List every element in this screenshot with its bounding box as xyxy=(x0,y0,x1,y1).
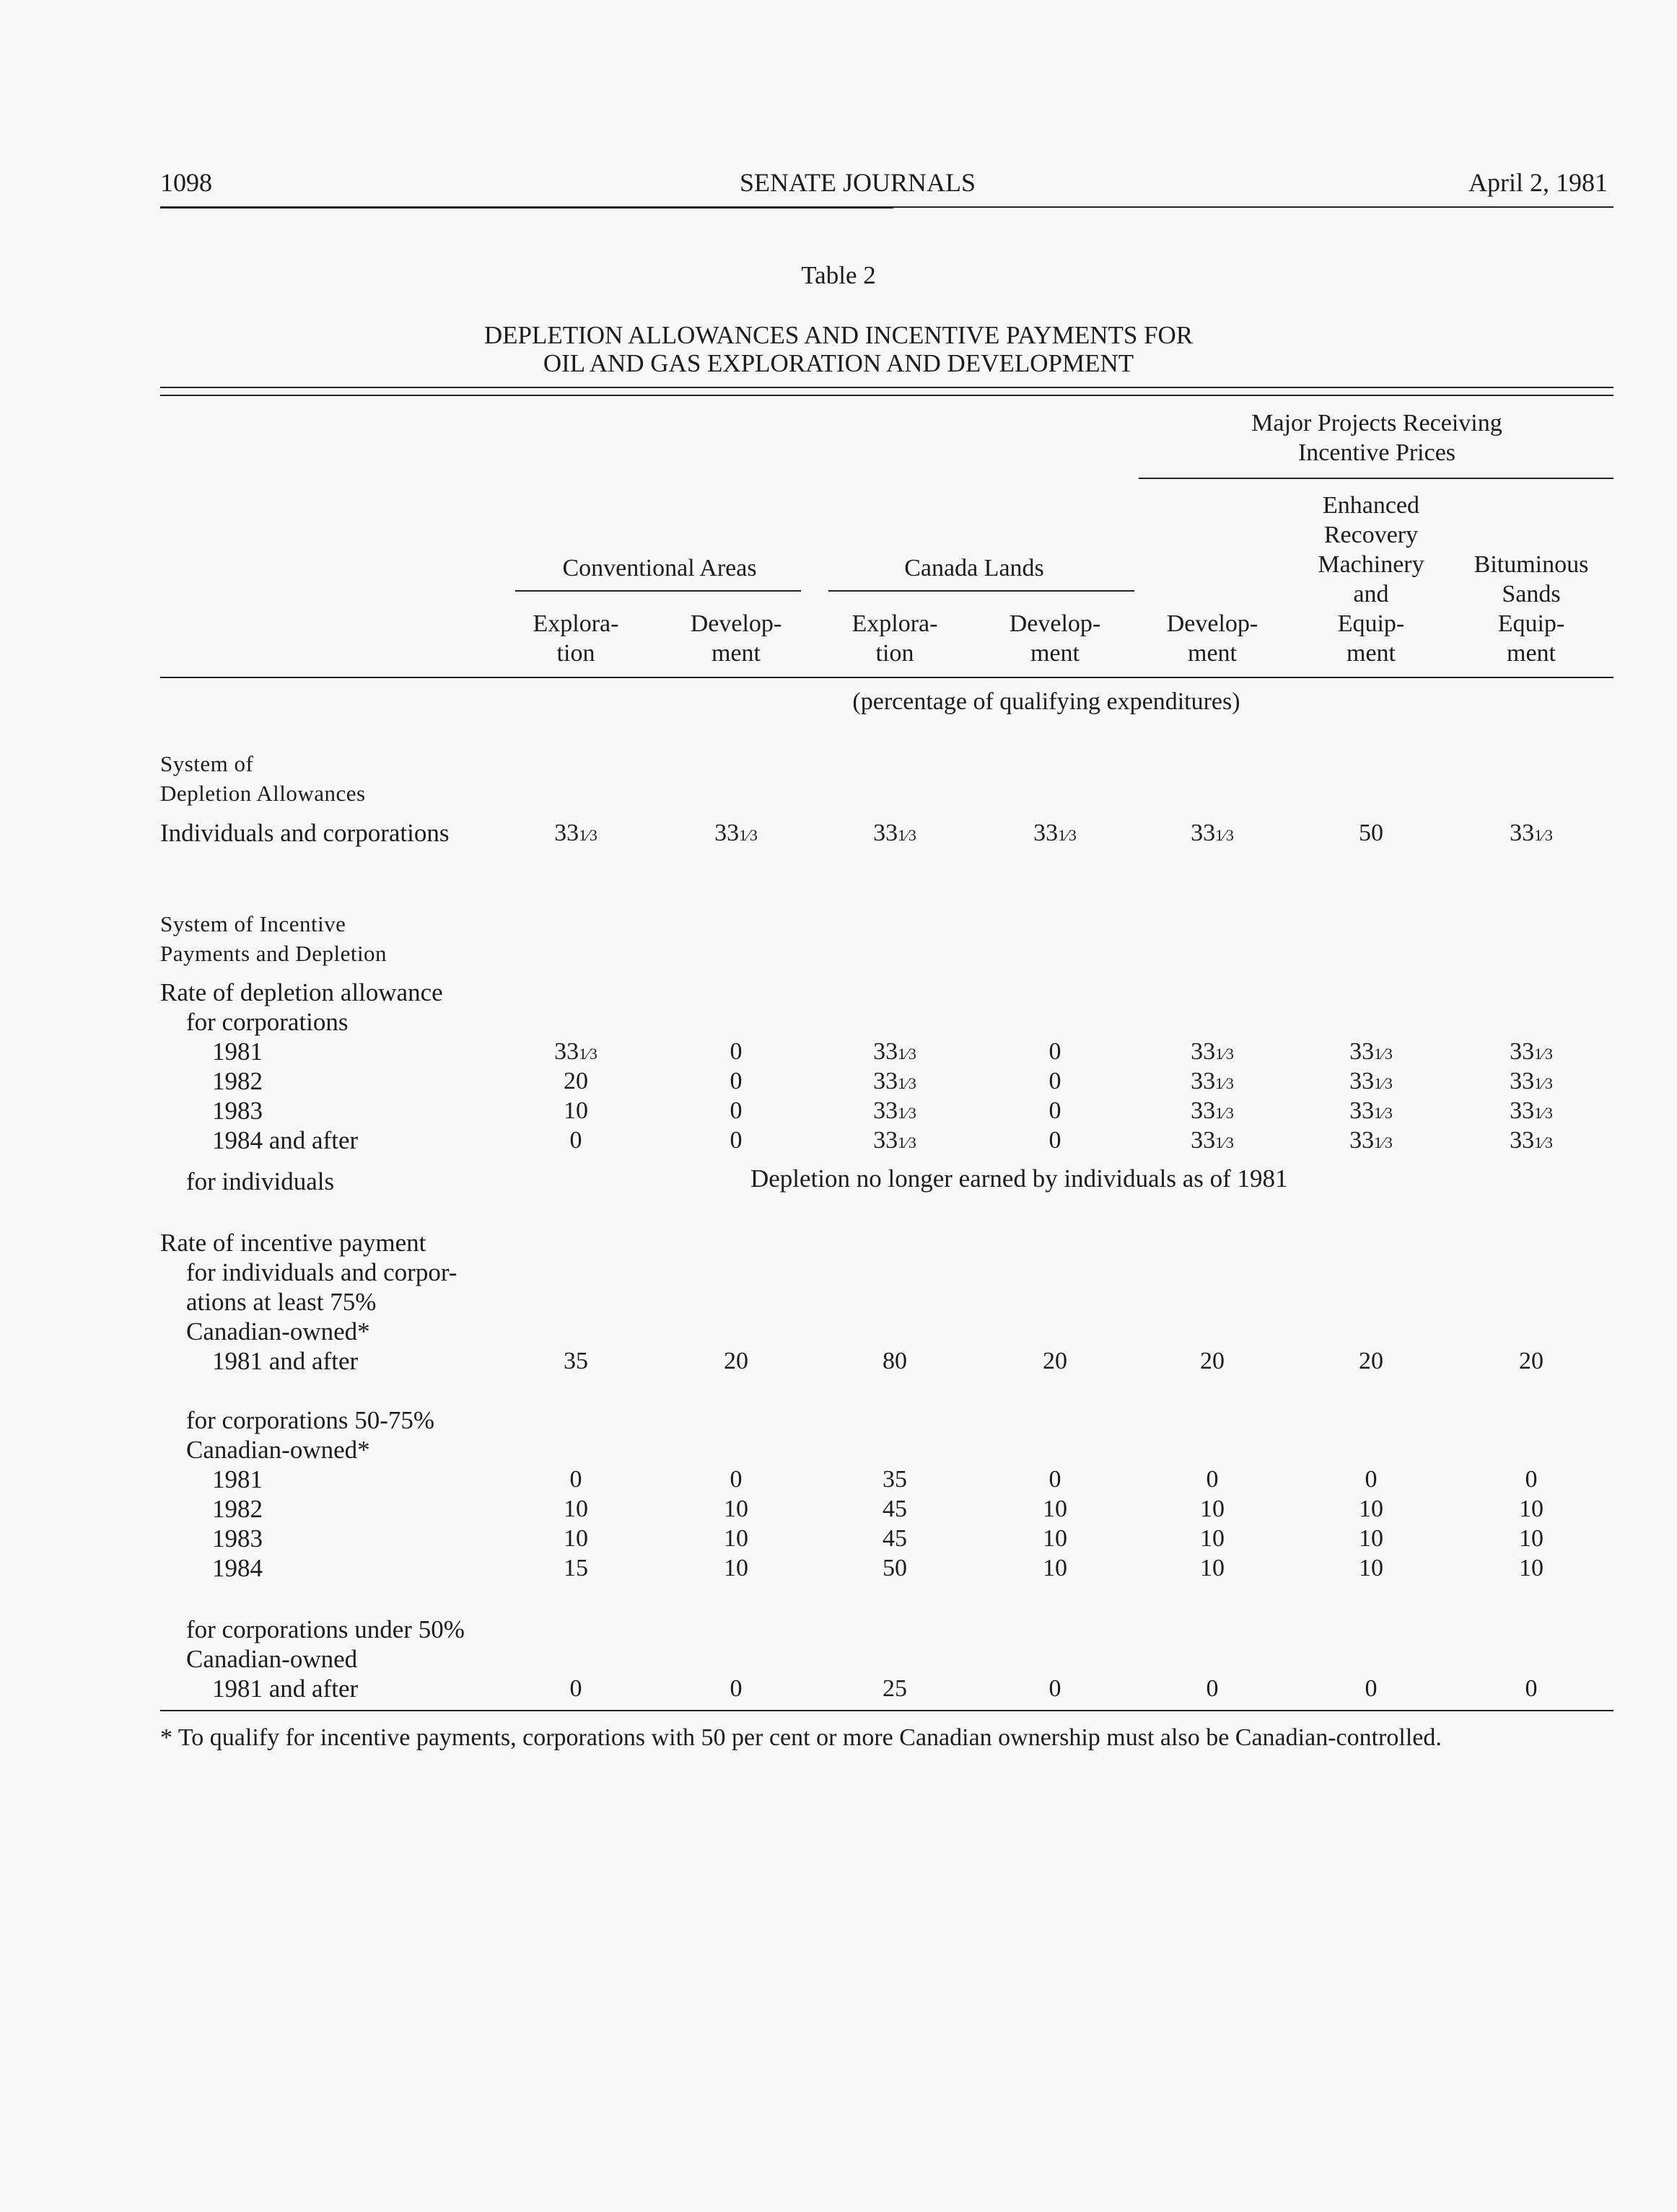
value-integer: 33 xyxy=(1349,1097,1375,1124)
value-integer: 33 xyxy=(1349,1068,1375,1094)
value-fraction: 1⁄3 xyxy=(898,1074,916,1092)
value-integer: 33 xyxy=(873,1068,898,1094)
value-fraction: 1⁄3 xyxy=(739,826,758,844)
year-row-cell: 35 xyxy=(883,1466,907,1493)
year-row-cell: 10 xyxy=(564,1496,588,1522)
col-header-line: Develop- xyxy=(1009,610,1101,637)
year-row-cell: 0 xyxy=(1365,1466,1378,1493)
year-row-cell: 10 xyxy=(1519,1496,1544,1522)
year-row-cell: 50 xyxy=(883,1555,907,1581)
year-row-cell: 0 xyxy=(1048,1038,1061,1065)
col-enhanced-recovery xyxy=(1299,491,1443,668)
value-integer: 33 xyxy=(1510,1038,1535,1065)
col-header-line: Develop- xyxy=(1166,610,1258,637)
year-row-cell: 0 xyxy=(1525,1675,1538,1702)
value-fraction: 1⁄3 xyxy=(898,826,916,844)
year-row-cell: 45 xyxy=(883,1525,907,1552)
major-projects-rule xyxy=(1139,478,1613,479)
corps-50-75-label xyxy=(186,1405,434,1465)
table-top-rule xyxy=(160,387,1613,388)
depletion-note: Depletion no longer earned by individuals as of 1981 xyxy=(750,1164,1288,1193)
year-row-cell: 10 xyxy=(1043,1525,1067,1552)
label-line: for corporations under 50% xyxy=(186,1615,465,1643)
col-header-line: Machinery xyxy=(1318,551,1424,578)
year-row-cell xyxy=(1155,1096,1270,1128)
year-row-cell: 0 xyxy=(1048,1675,1061,1702)
year-row-cell xyxy=(1155,1125,1270,1157)
year-row-cell xyxy=(1313,1125,1429,1157)
value-integer: 33 xyxy=(1510,1127,1535,1154)
year-row-cell: 0 xyxy=(730,1068,743,1094)
value-integer: 33 xyxy=(1349,1038,1375,1065)
year-row-cell xyxy=(837,1066,953,1098)
col-header-line: Equip- xyxy=(1497,610,1565,637)
year-row-cell: 80 xyxy=(883,1348,907,1374)
value-fraction: 1⁄3 xyxy=(1534,826,1553,844)
table-title-line-1: DEPLETION ALLOWANCES AND INCENTIVE PAYMENTS FOR xyxy=(483,321,1194,349)
year-label: 1984 and after xyxy=(212,1126,359,1154)
value-fraction: 1⁄3 xyxy=(1534,1074,1553,1092)
table-title-line-2: OIL AND GAS EXPLORATION AND DEVELOPMENT xyxy=(543,349,1134,377)
value-integer: 33 xyxy=(1191,1038,1216,1065)
value-integer: 33 xyxy=(873,1127,898,1154)
year-label: 1981 xyxy=(212,1465,263,1493)
individuals-corporations-cell xyxy=(837,818,953,850)
year-row-cell: 0 xyxy=(730,1097,743,1124)
canada-lands-header: Canada Lands xyxy=(904,555,1044,581)
value-integer: 33 xyxy=(1191,1127,1216,1154)
year-row-cell: 15 xyxy=(564,1555,588,1581)
individuals-corporations-cell xyxy=(518,818,634,850)
col-canada-exploration xyxy=(837,609,953,668)
row-label-individuals-corporations: Individuals and corporations xyxy=(160,819,450,847)
col-header-line: ment xyxy=(1030,640,1080,667)
year-label: 1981 xyxy=(212,1037,263,1066)
year-row-cell: 0 xyxy=(1206,1466,1219,1493)
value-fraction: 1⁄3 xyxy=(579,826,597,844)
year-row-cell: 0 xyxy=(569,1675,582,1702)
year-row-cell: 20 xyxy=(1359,1348,1383,1374)
col-header-line: Bituminous xyxy=(1474,551,1589,578)
page-date: April 2, 1981 xyxy=(1468,168,1608,197)
col-major-development xyxy=(1155,609,1270,668)
value-integer: 33 xyxy=(873,1097,898,1124)
value-fraction: 1⁄3 xyxy=(1215,1104,1234,1122)
value-fraction: 1⁄3 xyxy=(1215,1074,1234,1092)
year-row-cell: 10 xyxy=(1519,1525,1544,1552)
col-header-line: Sands xyxy=(1502,581,1561,607)
rate-depletion-label xyxy=(160,978,443,1037)
value-fraction: 1⁄3 xyxy=(1215,1133,1234,1151)
year-row-cell: 20 xyxy=(724,1348,748,1374)
label-line: for corporations 50-75% xyxy=(186,1406,435,1434)
year-row-cell: 0 xyxy=(569,1466,582,1493)
value-integer: 33 xyxy=(1510,1097,1535,1124)
label-line: for corporations xyxy=(186,1008,349,1036)
value-fraction: 1⁄3 xyxy=(1058,826,1077,844)
value-fraction: 1⁄3 xyxy=(1534,1104,1553,1122)
section-line: Payments and Depletion xyxy=(160,941,387,966)
label-line: Rate of incentive payment xyxy=(160,1229,426,1257)
year-row-cell: 20 xyxy=(564,1068,588,1094)
label-line: Canadian-owned xyxy=(186,1645,358,1673)
major-projects-line-1: Major Projects Receiving xyxy=(1251,410,1502,436)
year-row-cell xyxy=(1313,1037,1429,1068)
label-line: Canadian-owned* xyxy=(186,1436,370,1464)
label-line: Rate of depletion allowance xyxy=(160,978,443,1006)
year-row-cell xyxy=(1474,1125,1589,1157)
conventional-areas-rule xyxy=(515,590,801,592)
major-projects-group-header xyxy=(1140,408,1613,468)
individuals-corporations-cell: 50 xyxy=(1359,820,1383,846)
table-bottom-rule xyxy=(160,1710,1613,1711)
col-header-line: ment xyxy=(1347,640,1396,667)
year-row-cell: 0 xyxy=(1048,1068,1061,1094)
individuals-corporations-cell xyxy=(1155,818,1270,850)
year-row-cell: 10 xyxy=(1359,1525,1383,1552)
year-row-cell xyxy=(1155,1037,1270,1068)
year-label: 1983 xyxy=(212,1524,263,1553)
year-label: 1983 xyxy=(212,1097,263,1125)
year-row-cell: 10 xyxy=(1200,1496,1225,1522)
individuals-corporations-cell xyxy=(1474,818,1589,850)
year-row-cell: 10 xyxy=(724,1496,748,1522)
year-row-cell: 10 xyxy=(564,1097,588,1124)
table-top-rule-2 xyxy=(160,395,1613,396)
corps-under-50-label xyxy=(186,1615,465,1674)
year-label: 1982 xyxy=(212,1067,263,1095)
value-fraction: 1⁄3 xyxy=(579,1045,597,1063)
year-row-cell xyxy=(518,1037,634,1068)
year-row-cell: 0 xyxy=(730,1675,743,1702)
rate-incentive-label xyxy=(160,1228,457,1346)
year-row-cell: 20 xyxy=(1519,1348,1544,1374)
col-header-line: ment xyxy=(1188,640,1237,667)
value-integer: 33 xyxy=(1191,1097,1216,1124)
year-row-cell: 10 xyxy=(1043,1496,1067,1522)
value-integer: 33 xyxy=(1033,820,1059,846)
value-fraction: 1⁄3 xyxy=(1534,1133,1553,1151)
rate-incentive-years xyxy=(212,1346,358,1376)
col-header-line: and xyxy=(1353,581,1389,607)
footnote: * To qualify for incentive payments, corporations with 50 per cent or more Canadian ownership must also be Canadian-controlled. xyxy=(160,1724,1442,1751)
col-header-line: tion xyxy=(556,640,595,667)
value-fraction: 1⁄3 xyxy=(1215,1045,1234,1063)
col-header-line: Explora- xyxy=(533,610,619,637)
value-integer: 33 xyxy=(714,820,740,846)
year-row-cell: 0 xyxy=(569,1127,582,1154)
year-row-cell: 35 xyxy=(564,1348,588,1374)
year-row-cell: 25 xyxy=(883,1675,907,1702)
col-header-line: ment xyxy=(711,640,761,667)
label-line: Canadian-owned* xyxy=(186,1317,370,1346)
units-note: (percentage of qualifying expenditures) xyxy=(852,688,1240,715)
table-label: Table 2 xyxy=(801,261,876,289)
col-header-line: Equip- xyxy=(1337,610,1405,637)
year-row-cell: 0 xyxy=(730,1127,743,1154)
value-integer: 33 xyxy=(1510,1068,1535,1094)
year-row-cell: 10 xyxy=(1043,1555,1067,1581)
year-row-cell: 10 xyxy=(1519,1555,1544,1581)
conventional-areas-header: Conventional Areas xyxy=(562,555,757,581)
year-row-cell xyxy=(1474,1096,1589,1128)
year-row-cell xyxy=(1474,1066,1589,1098)
for-individuals-label: for individuals xyxy=(186,1167,335,1195)
year-row-cell xyxy=(1313,1066,1429,1098)
col-header-line: Develop- xyxy=(690,610,782,637)
year-row-cell: 0 xyxy=(730,1466,743,1493)
value-fraction: 1⁄3 xyxy=(1374,1133,1393,1151)
year-row-cell: 45 xyxy=(883,1496,907,1522)
year-row-cell: 10 xyxy=(1359,1496,1383,1522)
value-integer: 33 xyxy=(554,1038,579,1065)
year-row-cell: 0 xyxy=(1525,1466,1538,1493)
section-line: System of xyxy=(160,751,254,776)
year-row-cell xyxy=(837,1096,953,1128)
year-row-cell xyxy=(1474,1037,1589,1068)
value-fraction: 1⁄3 xyxy=(1374,1074,1393,1092)
value-integer: 33 xyxy=(554,820,579,846)
value-integer: 33 xyxy=(873,1038,898,1065)
year-row-cell xyxy=(837,1125,953,1157)
year-label: 1981 and after xyxy=(212,1675,359,1703)
col-canada-development xyxy=(997,609,1113,668)
section-line: Depletion Allowances xyxy=(160,781,366,806)
major-projects-line-2: Incentive Prices xyxy=(1297,439,1456,466)
year-label: 1984 xyxy=(212,1554,263,1582)
year-row-cell: 0 xyxy=(1048,1127,1061,1154)
year-label: 1982 xyxy=(212,1495,263,1523)
canada-lands-rule xyxy=(828,590,1134,592)
value-integer: 33 xyxy=(1191,1068,1216,1094)
header-rule-right xyxy=(893,206,1613,208)
year-row-cell: 0 xyxy=(730,1038,743,1065)
year-row-cell: 0 xyxy=(1206,1675,1219,1702)
year-row-cell: 0 xyxy=(1048,1466,1061,1493)
label-line: for individuals and corpor- xyxy=(186,1258,457,1286)
year-row-cell: 10 xyxy=(724,1555,748,1581)
value-fraction: 1⁄3 xyxy=(898,1104,916,1122)
label-line: ations at least 75% xyxy=(186,1288,377,1316)
col-header-line: Explora- xyxy=(851,610,938,637)
header-rule xyxy=(160,206,893,209)
year-row-cell xyxy=(1155,1066,1270,1098)
section-incentive-payments xyxy=(160,909,387,968)
year-row-cell: 20 xyxy=(1200,1348,1225,1374)
col-header-line: Recovery xyxy=(1323,522,1419,548)
value-fraction: 1⁄3 xyxy=(898,1133,916,1151)
value-fraction: 1⁄3 xyxy=(1374,1104,1393,1122)
individuals-corporations-cell xyxy=(997,818,1113,850)
col-conventional-exploration xyxy=(518,609,634,668)
col-header-line: tion xyxy=(875,640,914,667)
col-header-line: ment xyxy=(1507,640,1556,667)
rate-depletion-years xyxy=(212,1037,358,1155)
section-depletion-allowances xyxy=(160,749,366,808)
section-line: System of Incentive xyxy=(160,911,346,936)
corps-under-50-years xyxy=(212,1674,358,1703)
page-number: 1098 xyxy=(160,168,212,197)
year-row-cell: 10 xyxy=(724,1525,748,1552)
value-fraction: 1⁄3 xyxy=(898,1045,916,1063)
value-integer: 33 xyxy=(1349,1127,1375,1154)
value-integer: 33 xyxy=(1510,820,1535,846)
corps-50-75-years xyxy=(212,1465,263,1583)
col-bituminous-sands xyxy=(1459,550,1603,668)
value-integer: 33 xyxy=(1191,820,1216,846)
value-fraction: 1⁄3 xyxy=(1215,826,1234,844)
value-fraction: 1⁄3 xyxy=(1534,1045,1553,1063)
value-integer: 33 xyxy=(873,820,898,846)
year-label: 1981 and after xyxy=(212,1347,359,1375)
year-row-cell: 0 xyxy=(1048,1097,1061,1124)
running-title: SENATE JOURNALS xyxy=(740,168,976,197)
col-header-line: Enhanced xyxy=(1322,492,1420,519)
col-conventional-development xyxy=(678,609,794,668)
year-row-cell xyxy=(837,1037,953,1068)
year-row-cell xyxy=(1313,1096,1429,1128)
year-row-cell: 0 xyxy=(1365,1675,1378,1702)
header-bottom-rule xyxy=(160,677,1613,678)
year-row-cell: 20 xyxy=(1043,1348,1067,1374)
year-row-cell: 10 xyxy=(564,1525,588,1552)
value-fraction: 1⁄3 xyxy=(1374,1045,1393,1063)
year-row-cell: 10 xyxy=(1200,1525,1225,1552)
year-row-cell: 10 xyxy=(1359,1555,1383,1581)
individuals-corporations-cell xyxy=(678,818,794,850)
year-row-cell: 10 xyxy=(1200,1555,1225,1581)
